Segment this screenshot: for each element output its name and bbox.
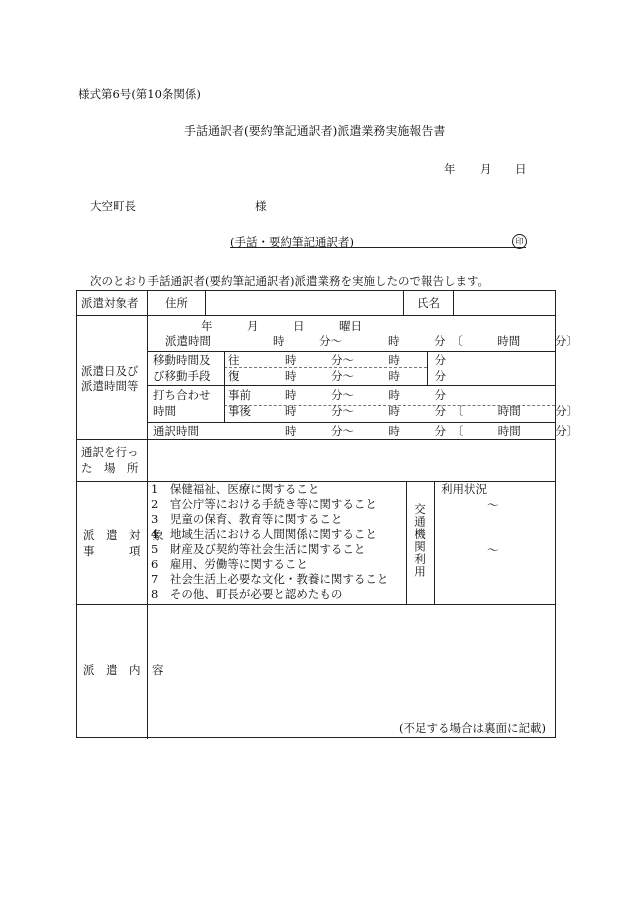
address-label: 住所: [165, 296, 188, 310]
report-form: [76, 290, 579, 738]
target-label: 派遣対象者: [81, 296, 139, 310]
matter-item[interactable]: 2 官公庁等における手続き等に関すること: [151, 497, 377, 511]
place-label-line2: た 場 所: [81, 461, 139, 475]
name-field[interactable]: [459, 293, 551, 313]
matters-label-line1: 派 遣 対 象: [83, 528, 164, 542]
interp-time-row[interactable]: 時 分〜 時 分 〔 時間 分〕: [285, 424, 579, 438]
return-label: 復: [228, 369, 240, 383]
matter-item[interactable]: 5 財産及び契約等社会生活に関すること: [151, 542, 366, 556]
page-title: 手話通訳者(要約筆記通訳者)派遣業務実施報告書: [184, 124, 446, 138]
usage-label: 利用状況: [441, 482, 487, 496]
matter-item[interactable]: 7 社会生活上必要な文化・教養に関すること: [151, 572, 389, 586]
meeting-before-row[interactable]: 時 分〜 時 分: [285, 388, 446, 402]
content-label: 派 遣 内 容: [83, 663, 164, 677]
place-label-line1: 通訳を行っ: [81, 445, 139, 459]
outbound-time-row[interactable]: 時 分〜 時 分: [285, 353, 446, 367]
intro-text: 次のとおり手話通訳者(要約筆記通訳者)派遣業務を実施したので報告します。: [90, 274, 490, 288]
dispatch-time-label: 派遣時間: [165, 334, 211, 348]
signature-line[interactable]: [230, 247, 526, 248]
before-label: 事前: [228, 388, 251, 402]
seal-mark: 印: [512, 234, 527, 249]
date-year-label: 年: [444, 162, 456, 176]
meeting-label-line1: 打ち合わせ: [153, 388, 211, 402]
datetime-label-line1: 派遣日及び: [81, 364, 139, 378]
addressee: 大空町長: [90, 199, 136, 213]
usage-range-2[interactable]: 〜: [487, 543, 499, 557]
meeting-label-line2: 時間: [153, 404, 176, 418]
transport-label: 交通機関利用: [413, 503, 427, 578]
outbound-label: 往: [228, 353, 240, 367]
matter-item[interactable]: 1 保健福祉、医療に関すること: [151, 482, 320, 496]
travel-label-line1: 移動時間及: [153, 353, 211, 367]
datetime-label-line2: 派遣時間等: [81, 379, 139, 393]
date-month-label: 月: [480, 162, 492, 176]
matter-item[interactable]: 8 その他、町長が必要と認めたもの: [151, 587, 343, 601]
honorific: 様: [255, 199, 267, 213]
matter-item[interactable]: 3 児童の保育、教育等に関すること: [151, 512, 343, 526]
address-field[interactable]: [211, 293, 399, 313]
after-label: 事後: [228, 404, 251, 418]
form-number: 様式第6号(第10条関係): [78, 87, 201, 101]
dispatch-time-row[interactable]: 時 分〜 時 分 〔 時間 分〕: [273, 334, 578, 348]
meeting-after-row[interactable]: 時 分〜 時 分 〔 時間 分〕: [285, 404, 579, 418]
name-label: 氏名: [417, 296, 440, 310]
matters-label-line2: 事 項: [83, 544, 141, 558]
matter-item[interactable]: 6 雇用、労働等に関すること: [151, 557, 308, 571]
date-day-label: 日: [515, 162, 527, 176]
note-text: (不足する場合は裏面に記載): [399, 721, 546, 735]
interp-time-label: 通訳時間: [153, 424, 199, 438]
usage-range-1[interactable]: 〜: [487, 498, 499, 512]
interpreter-label: (手話・要約筆記通訳者): [230, 235, 354, 249]
content-field[interactable]: [153, 607, 551, 717]
dispatch-date-row[interactable]: 年 月 日 曜日: [201, 319, 362, 333]
place-field[interactable]: [153, 443, 551, 477]
travel-label-line2: び移動手段: [153, 369, 211, 383]
return-time-row[interactable]: 時 分〜 時 分: [285, 369, 446, 383]
matter-item[interactable]: 4 地域生活における人間関係に関すること: [151, 527, 377, 541]
